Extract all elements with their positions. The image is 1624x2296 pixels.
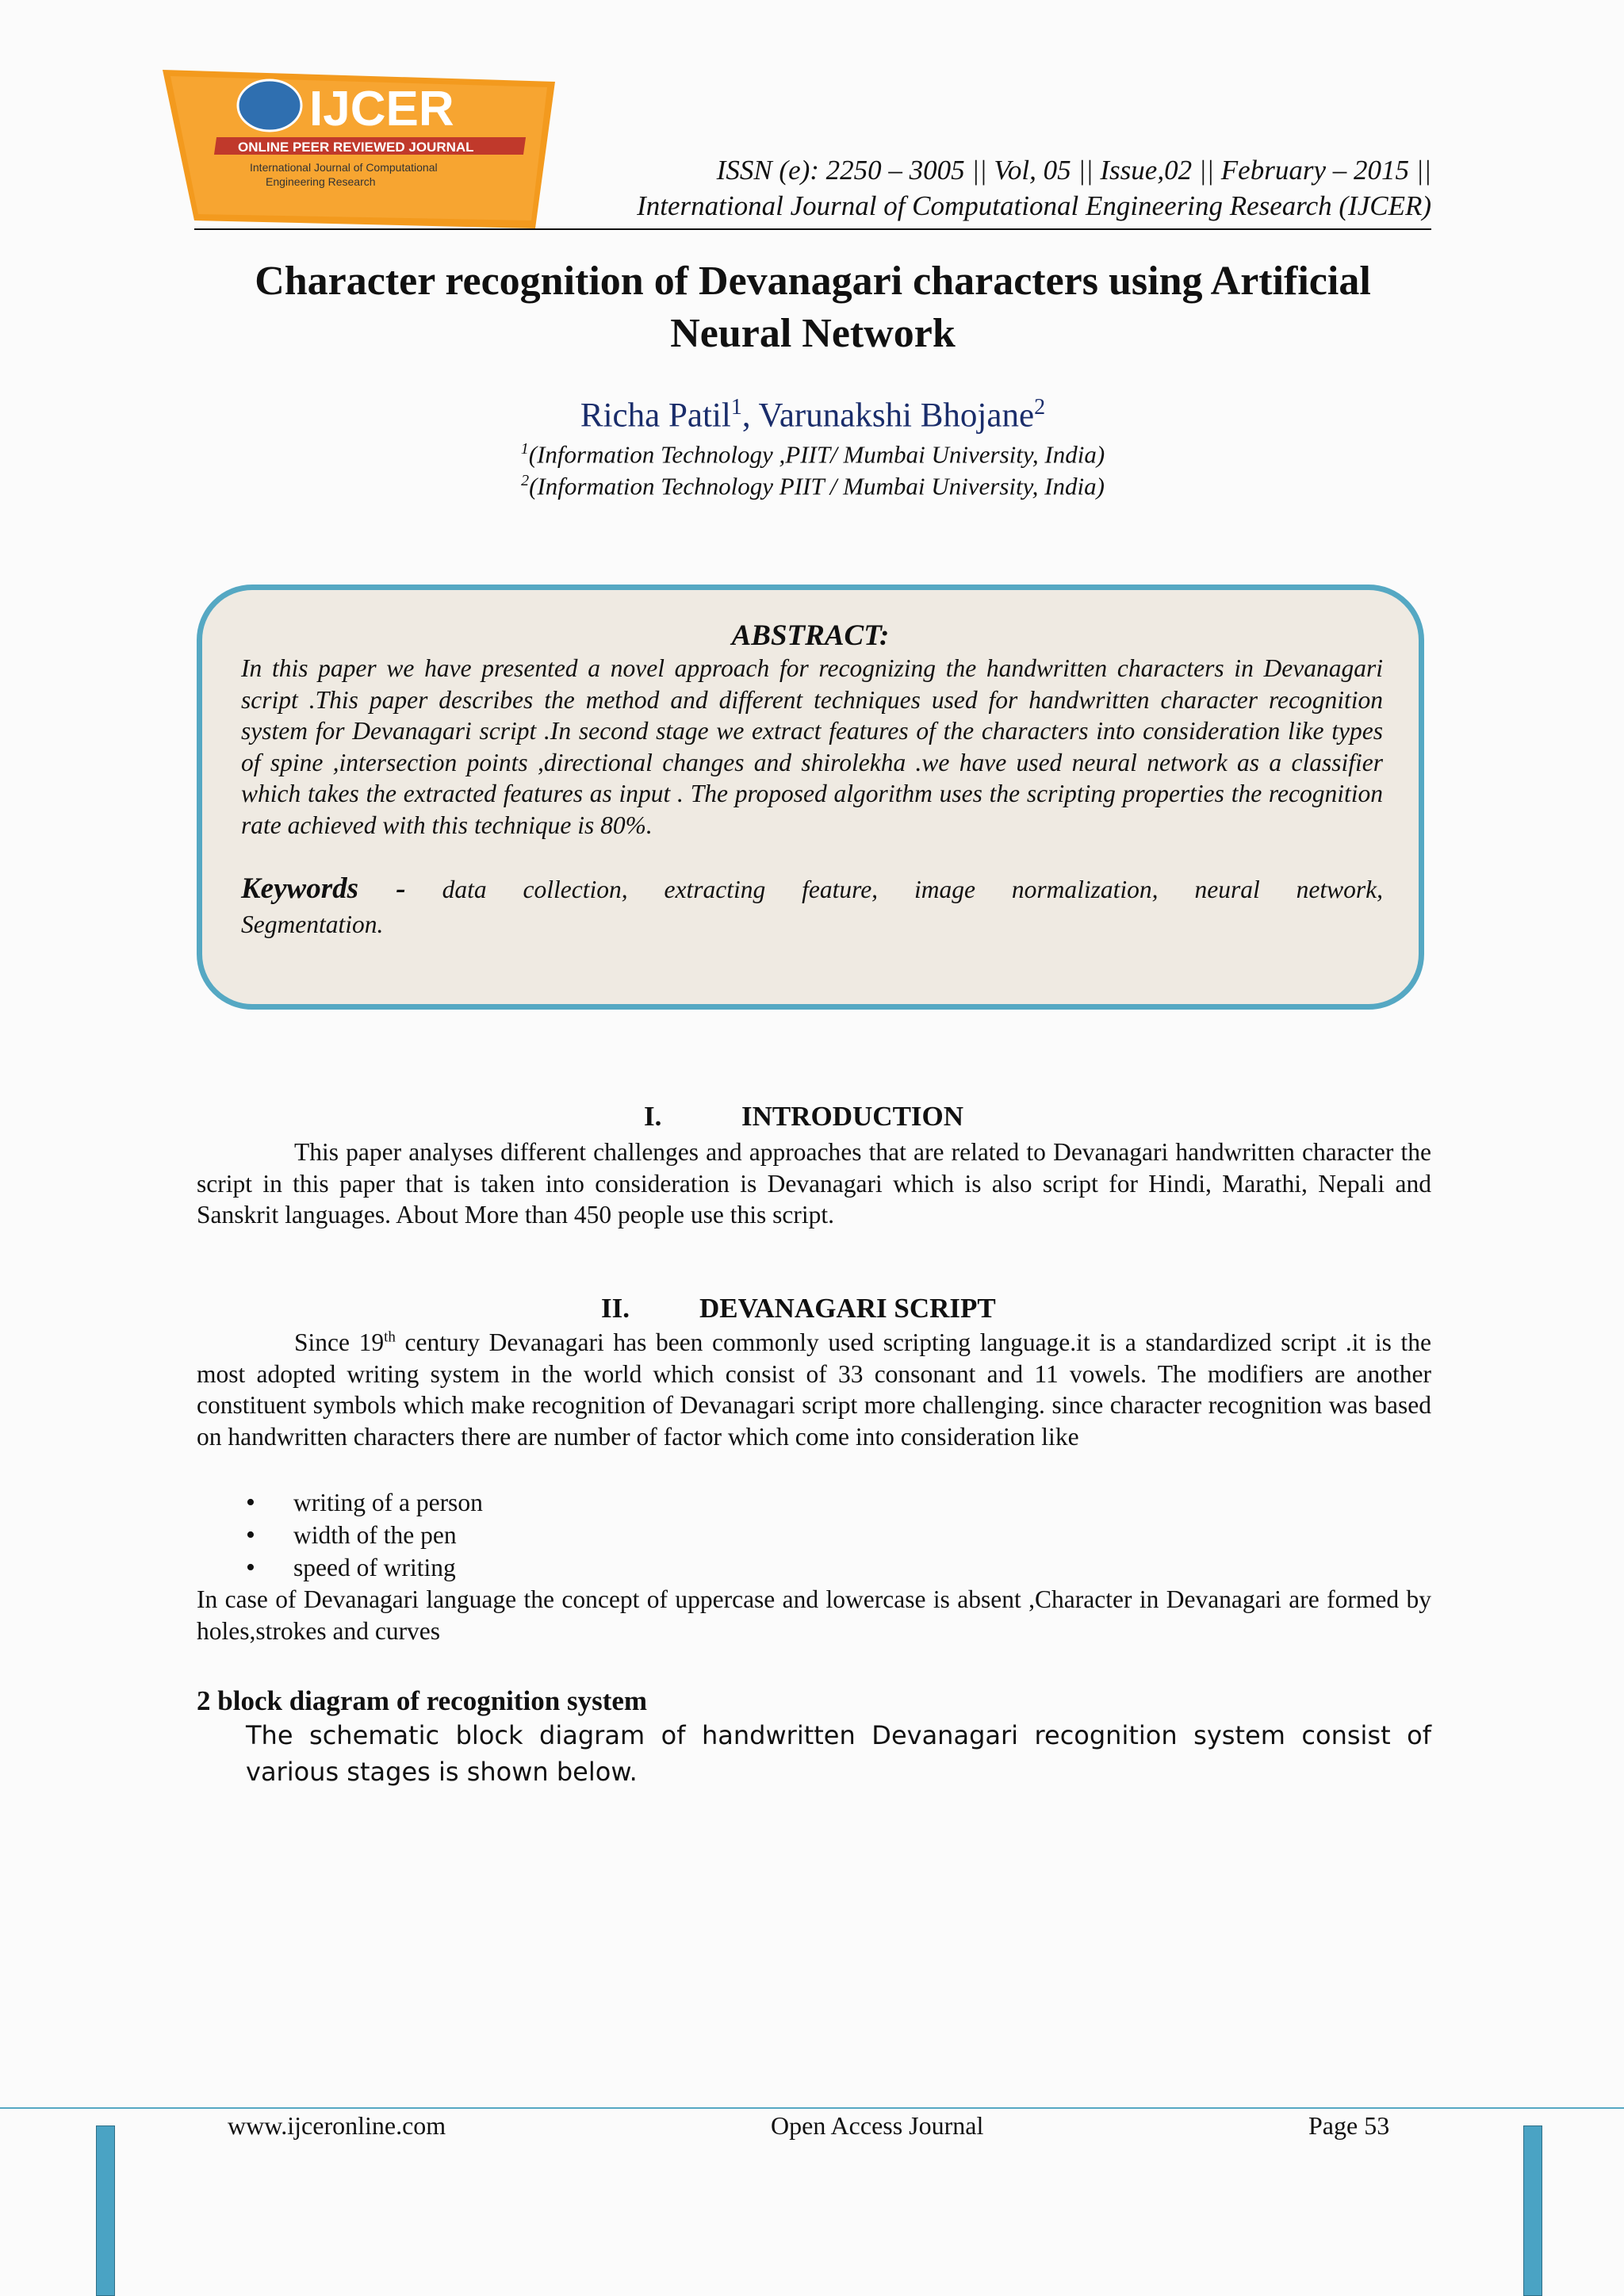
keywords-list: data collection, extracting feature, image normalization, neural network, (442, 876, 1383, 903)
header-rule (194, 228, 1431, 230)
devanagari-after-bullets: In case of Devanagari language the concept of uppercase and lowercase is absent ,Character in Devanagari are formed by holes,strokes and curves (197, 1585, 1431, 1645)
author-1: Richa Patil (580, 397, 731, 435)
keywords-line (241, 872, 1383, 907)
factor-list (238, 1486, 483, 1584)
devanagari-number: II. (601, 1293, 630, 1324)
logo-subtitle-2: Engineering Research (266, 175, 376, 188)
affiliation-2 (159, 472, 1467, 500)
footer-website: www.ijceronline.com (228, 2111, 446, 2140)
block-diagram-body: The schematic block diagram of handwritten Devanagari recognition system consist of various stages is shown below. (246, 1720, 1431, 1787)
intro-heading: INTRODUCTION (741, 1101, 964, 1132)
intro-number: I. (644, 1101, 662, 1132)
affiliation-1-sup: 1 (520, 440, 529, 458)
author-2-sup: 2 (1034, 395, 1046, 420)
abstract-heading: ABSTRACT: (731, 619, 890, 652)
title-line-1: Character recognition of Devanagari characters using Artificial (255, 259, 1371, 304)
affiliation-1-text: (Information Technology ,PIIT/ Mumbai University, India) (528, 440, 1105, 469)
block-diagram-heading: 2 block diagram of recognition system (197, 1685, 648, 1716)
paper-title (159, 255, 1467, 360)
devanagari-body (197, 1327, 1431, 1452)
list-item: • writing of a person (238, 1486, 483, 1519)
author-separator: , (741, 397, 759, 435)
devanagari-body-rest: century Devanagari has been commonly used scripting language.it is a standardized script .it is the most adopted writing system in the world which consist of 33 consonant and 11 vowels. The modifiers are another constituent symbols which make recognition of Devanagari script more challenging. since character recognition was based on handwritten characters there are number of factor which come into consideration like (197, 1328, 1431, 1451)
keywords-line-2: Segmentation. (241, 910, 384, 938)
footer-page-number: Page 53 (1308, 2111, 1390, 2140)
journal-line: International Journal of Computational Engineering Research (IJCER) (637, 190, 1431, 221)
list-item: • speed of writing (238, 1551, 483, 1584)
abstract-body: In this paper we have presented a novel approach for recognizing the handwritten characters in Devanagari script .This paper describes the method and different techniques used for handwritten character recognition system for Devanagari script .In second stage we extract features of the characters into consideration like types of spine ,intersection points ,directional changes and shirolekha .we have used neural network as a classifier which takes the extracted features as input . The proposed algorithm uses the scripting properties the recognition rate achieved with this technique is 80%. (241, 654, 1383, 839)
footer-center: Open Access Journal (771, 2111, 984, 2140)
affiliation-2-text: (Information Technology PIIT / Mumbai University, India) (529, 472, 1105, 500)
footer-right-bar (1523, 2125, 1542, 2296)
author-1-sup: 1 (730, 395, 742, 420)
issn-line: ISSN (e): 2250 – 3005 || Vol, 05 || Issue,02 || February – 2015 || (716, 155, 1431, 186)
list-item: • width of the pen (238, 1519, 483, 1551)
devanagari-body-sup: th (384, 1328, 396, 1346)
intro-body: This paper analyses different challenges and approaches that are related to Devanagari handwritten character the script in this paper that is taken into consideration is Devanagari which is also script for Hindi, Marathi, Nepali and Sanskrit languages. About More than 450 people use this script. (197, 1138, 1431, 1228)
logo-banner: ONLINE PEER REVIEWED JOURNAL (238, 140, 474, 155)
authors (159, 395, 1467, 435)
affiliation-1 (159, 440, 1467, 469)
devanagari-body-start: Since 19 (294, 1328, 385, 1356)
affiliation-2-sup: 2 (521, 472, 530, 489)
footer-left-bar (96, 2125, 115, 2296)
logo-name: IJCER (309, 82, 454, 136)
author-2: Varunakshi Bhojane (758, 397, 1035, 435)
keywords-label: Keywords - (241, 872, 406, 905)
devanagari-heading: DEVANAGARI SCRIPT (699, 1293, 996, 1324)
title-line-2: Neural Network (670, 311, 956, 356)
footer-rule (0, 2107, 1624, 2109)
logo-subtitle-1: International Journal of Computational (250, 161, 438, 174)
